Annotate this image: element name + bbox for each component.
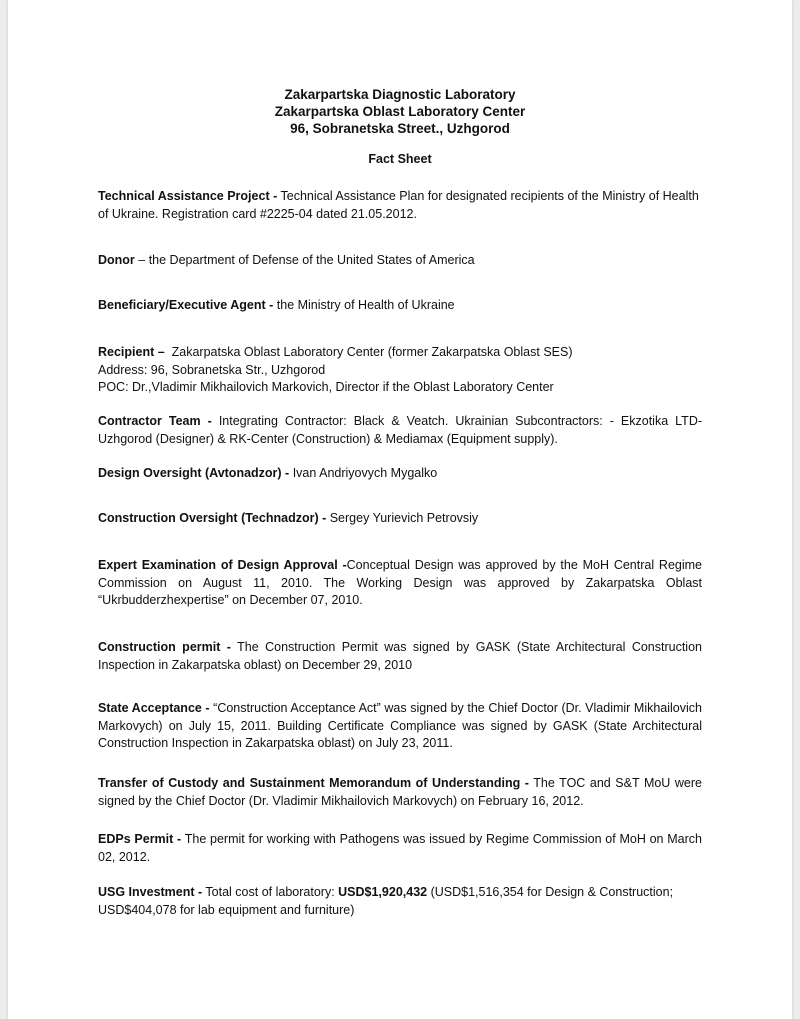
- section-text: Total cost of laboratory:: [202, 885, 339, 899]
- header-line-lab-name: Zakarpartska Diagnostic Laboratory: [284, 87, 516, 102]
- section-transfer-custody: [98, 775, 702, 810]
- section-construction-oversight: [98, 510, 702, 528]
- section-recipient: [98, 344, 702, 397]
- section-text: the Ministry of Health of Ukraine: [273, 298, 455, 312]
- document-subtitle: Fact Sheet: [368, 152, 432, 166]
- section-text: Integrating Contractor: Black & Veatch. Ukrainian Subcontractors: - Ekzotika LTD-Uzhgorod (Designer) & RK-Center (Construction) & Mediamax (Equipment supply).: [98, 414, 703, 446]
- section-label: Construction Oversight (Technadzor) -: [98, 511, 327, 525]
- section-text: Technical Assistance Plan for designated recipients of the Ministry of Health of Ukraine. Registration card #2225-04 dated 21.05.2012.: [98, 189, 699, 221]
- section-text: (USD$1,516,354 for Design & Construction; USD$404,078 for lab equipment and furniture): [98, 885, 674, 917]
- section-label: Expert Examination of Design Approval -: [98, 558, 347, 572]
- section-label: USG Investment -: [98, 885, 203, 899]
- section-text: Sergey Yurievich Petrovsiy: [326, 511, 479, 525]
- section-text: Zakarpatska Oblast Laboratory Center (former Zakarpatska Oblast SES): [164, 345, 573, 359]
- section-label: Beneficiary/Executive Agent -: [98, 298, 274, 312]
- section-label: EDPs Permit -: [98, 832, 182, 846]
- section-label: Transfer of Custody and Sustainment Memorandum of Understanding -: [98, 776, 529, 790]
- section-construction-permit: [98, 639, 702, 674]
- section-state-acceptance: [98, 700, 702, 753]
- section-usg-investment: [98, 884, 702, 919]
- section-design-oversight: [98, 465, 702, 483]
- header-line-center-name: Zakarpartska Oblast Laboratory Center: [274, 104, 526, 119]
- section-text: The Construction Permit was signed by GASK (State Architectural Construction Inspection in Zakarpatska oblast) on December 29, 2010: [98, 640, 702, 672]
- document-header: [8, 86, 792, 137]
- section-label: Recipient –: [98, 345, 165, 359]
- section-label: Contractor Team -: [98, 414, 212, 428]
- section-technical-assistance: [98, 188, 702, 223]
- section-text: Conceptual Design was approved by the MoH Central Regime Commission on August 11, 2010. The Working Design was approved by Zakarpatska Oblast “Ukrbudderzhexpertise” on December 07, 2010.: [98, 558, 703, 607]
- section-donor: [98, 252, 702, 270]
- section-text: – the Department of Defense of the United States of America: [134, 253, 475, 267]
- section-text: “Construction Acceptance Act” was signed by the Chief Doctor (Dr. Vladimir Mikhailovich Markovych) on July 15, 2011. Building Certificate Compliance was signed by GASK (State Architectural Construction Inspection in Zakarpatska oblast) on July 23, 2011.: [98, 701, 702, 750]
- section-expert-examination: [98, 557, 702, 610]
- recipient-poc: POC: Dr.,Vladimir Mikhailovich Markovich, Director if the Oblast Laboratory Center: [98, 380, 554, 394]
- section-label: Donor: [98, 253, 135, 267]
- document-page: [8, 0, 792, 1019]
- section-label: Construction permit -: [98, 640, 231, 654]
- recipient-address: Address: 96, Sobranetska Str., Uzhgorod: [98, 362, 326, 377]
- section-edps-permit: [98, 831, 702, 866]
- section-text: Ivan Andriyovych Mygalko: [289, 466, 438, 480]
- section-text: The TOC and S&T MoU were signed by the Chief Doctor (Dr. Vladimir Mikhailovich Markovych) on February 16, 2012.: [98, 776, 702, 808]
- usg-total-amount: USD$1,920,432: [338, 885, 428, 899]
- section-text: The permit for working with Pathogens was issued by Regime Commission of MoH on March 02, 2012.: [98, 832, 702, 864]
- section-label: Technical Assistance Project -: [98, 189, 278, 203]
- header-line-address: 96, Sobranetska Street., Uzhgorod: [290, 121, 510, 136]
- section-label: Design Oversight (Avtonadzor) -: [98, 466, 290, 480]
- section-contractor-team: [98, 413, 702, 448]
- section-beneficiary: [98, 297, 702, 315]
- section-label: State Acceptance -: [98, 701, 210, 715]
